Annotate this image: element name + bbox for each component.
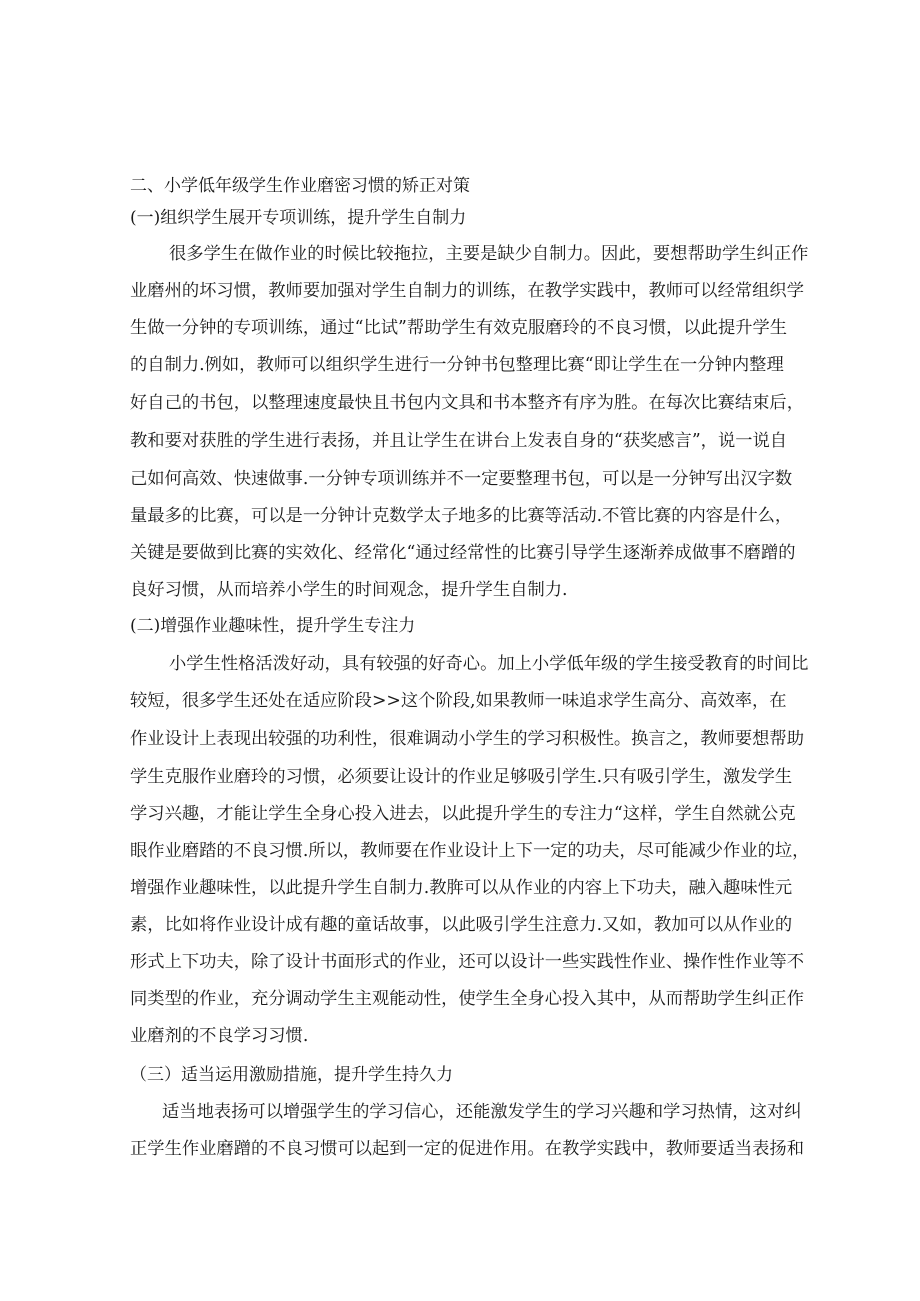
paragraph-line: 正学生作业磨蹭的不良习惯可以起到一定的促进作用。在教学实践中，教师要适当表扬和: [130, 1139, 804, 1159]
paragraph-line: 很多学生在做作业的时候比较拖拉，主要是缺少自制力。因此，要想帮助学生纠正作: [169, 244, 809, 264]
paragraph-line: 适当地表扬可以增强学生的学习信心，还能激发学生的学习兴趣和学习热情，这对纠: [162, 1102, 802, 1122]
paragraph-line: 小学生性格活泼好动，具有较强的好奇心。加上小学低年级的学生接受教育的时间比: [169, 654, 809, 674]
paragraph-line: 眼作业磨踏的不良习惯.所以，教师要在作业设计上下一定的功夫，尽可能减少作业的垃，: [130, 841, 810, 861]
paragraph-line: 业磨州的坏习惯，教师要加强对学生自制力的训练，在教学实践中，教师可以经常组织学: [130, 281, 804, 301]
paragraph-line: 同类型的作业，充分调动学生主观能动性，使学生全身心投入其中，从而帮助学生纠正作: [130, 989, 804, 1009]
paragraph-line: 作业设计上表现出较强的功利性，很难调动小学生的学习积极性。换言之，教师要想帮助: [130, 729, 804, 749]
section-heading: （三）适当运用激励措施，提升学生持久力: [130, 1065, 453, 1085]
paragraph-line: 较短，很多学生还处在适应阶段>>这个阶段,如果教师一味追求学生高分、高效率，在: [130, 691, 787, 711]
paragraph-line: 业磨剂的不良学习习惯.: [130, 1026, 309, 1046]
paragraph-line: 己如何高效、快速做事.一分钟专项训练并不一定要整理书包，可以是一分钟写出汉字数: [130, 469, 793, 489]
paragraph-line: 生做一分钟的专项训练，通过“比试”帮助学生有效克服磨玲的不良习惯，以此提升学生: [130, 318, 788, 338]
paragraph-line: 教和要对获胜的学生进行表扬，并且让学生在讲台上发表自身的“获奖感言”，说一说自: [130, 431, 788, 451]
paragraph-line: 关键是要做到比赛的实效化、经常化“通过经常性的比赛引导学生逐渐养成做事不磨蹭的: [130, 543, 796, 563]
section-heading: (一)组织学生展开专项训练，提升学生自制力: [130, 208, 467, 228]
paragraph-line: 素，比如将作业设计成有趣的童话故事，以此吸引学生注意力.又如，教加可以从作业的: [130, 915, 793, 935]
paragraph-line: 增强作业趣味性，以此提升学生自制力.教脌可以从作业的内容上下功夫，融入趣味性元: [130, 878, 793, 898]
main-heading: 二、小学低年级学生作业磨密习惯的矫正对策: [130, 176, 470, 196]
paragraph-line: 学生克服作业磨玲的习惯，必须要让设计的作业足够吸引学生.只有吸引学生，激发学生: [130, 767, 793, 787]
paragraph-line: 良好习惯，从而培养小学生的时间观念，提升学生自制力.: [130, 580, 568, 600]
section-heading: (二)增强作业趣味性，提升学生专注力: [130, 616, 416, 636]
paragraph-line: 的自制力.例如，教师可以组织学生进行一分钟书包整理比赛“即让学生在一分钟内整理: [130, 355, 784, 375]
paragraph-line: 好自己的书包，以整理速度最快且书包内文具和书本整齐有序为胜。在每次比赛结束后，: [130, 393, 804, 413]
paragraph-line: 形式上下功夫，除了设计书面形式的作业，还可以设计一些实践性作业、操作性作业等不: [130, 952, 804, 972]
paragraph-line: 量最多的比赛，可以是一分钟计克数学太子地多的比赛等活动.不管比赛的内容是什么，: [130, 506, 793, 526]
paragraph-line: 学习兴趣，才能让学生全身心投入进去，以此提升学生的专注力“这样，学生自然就公克: [130, 804, 796, 824]
